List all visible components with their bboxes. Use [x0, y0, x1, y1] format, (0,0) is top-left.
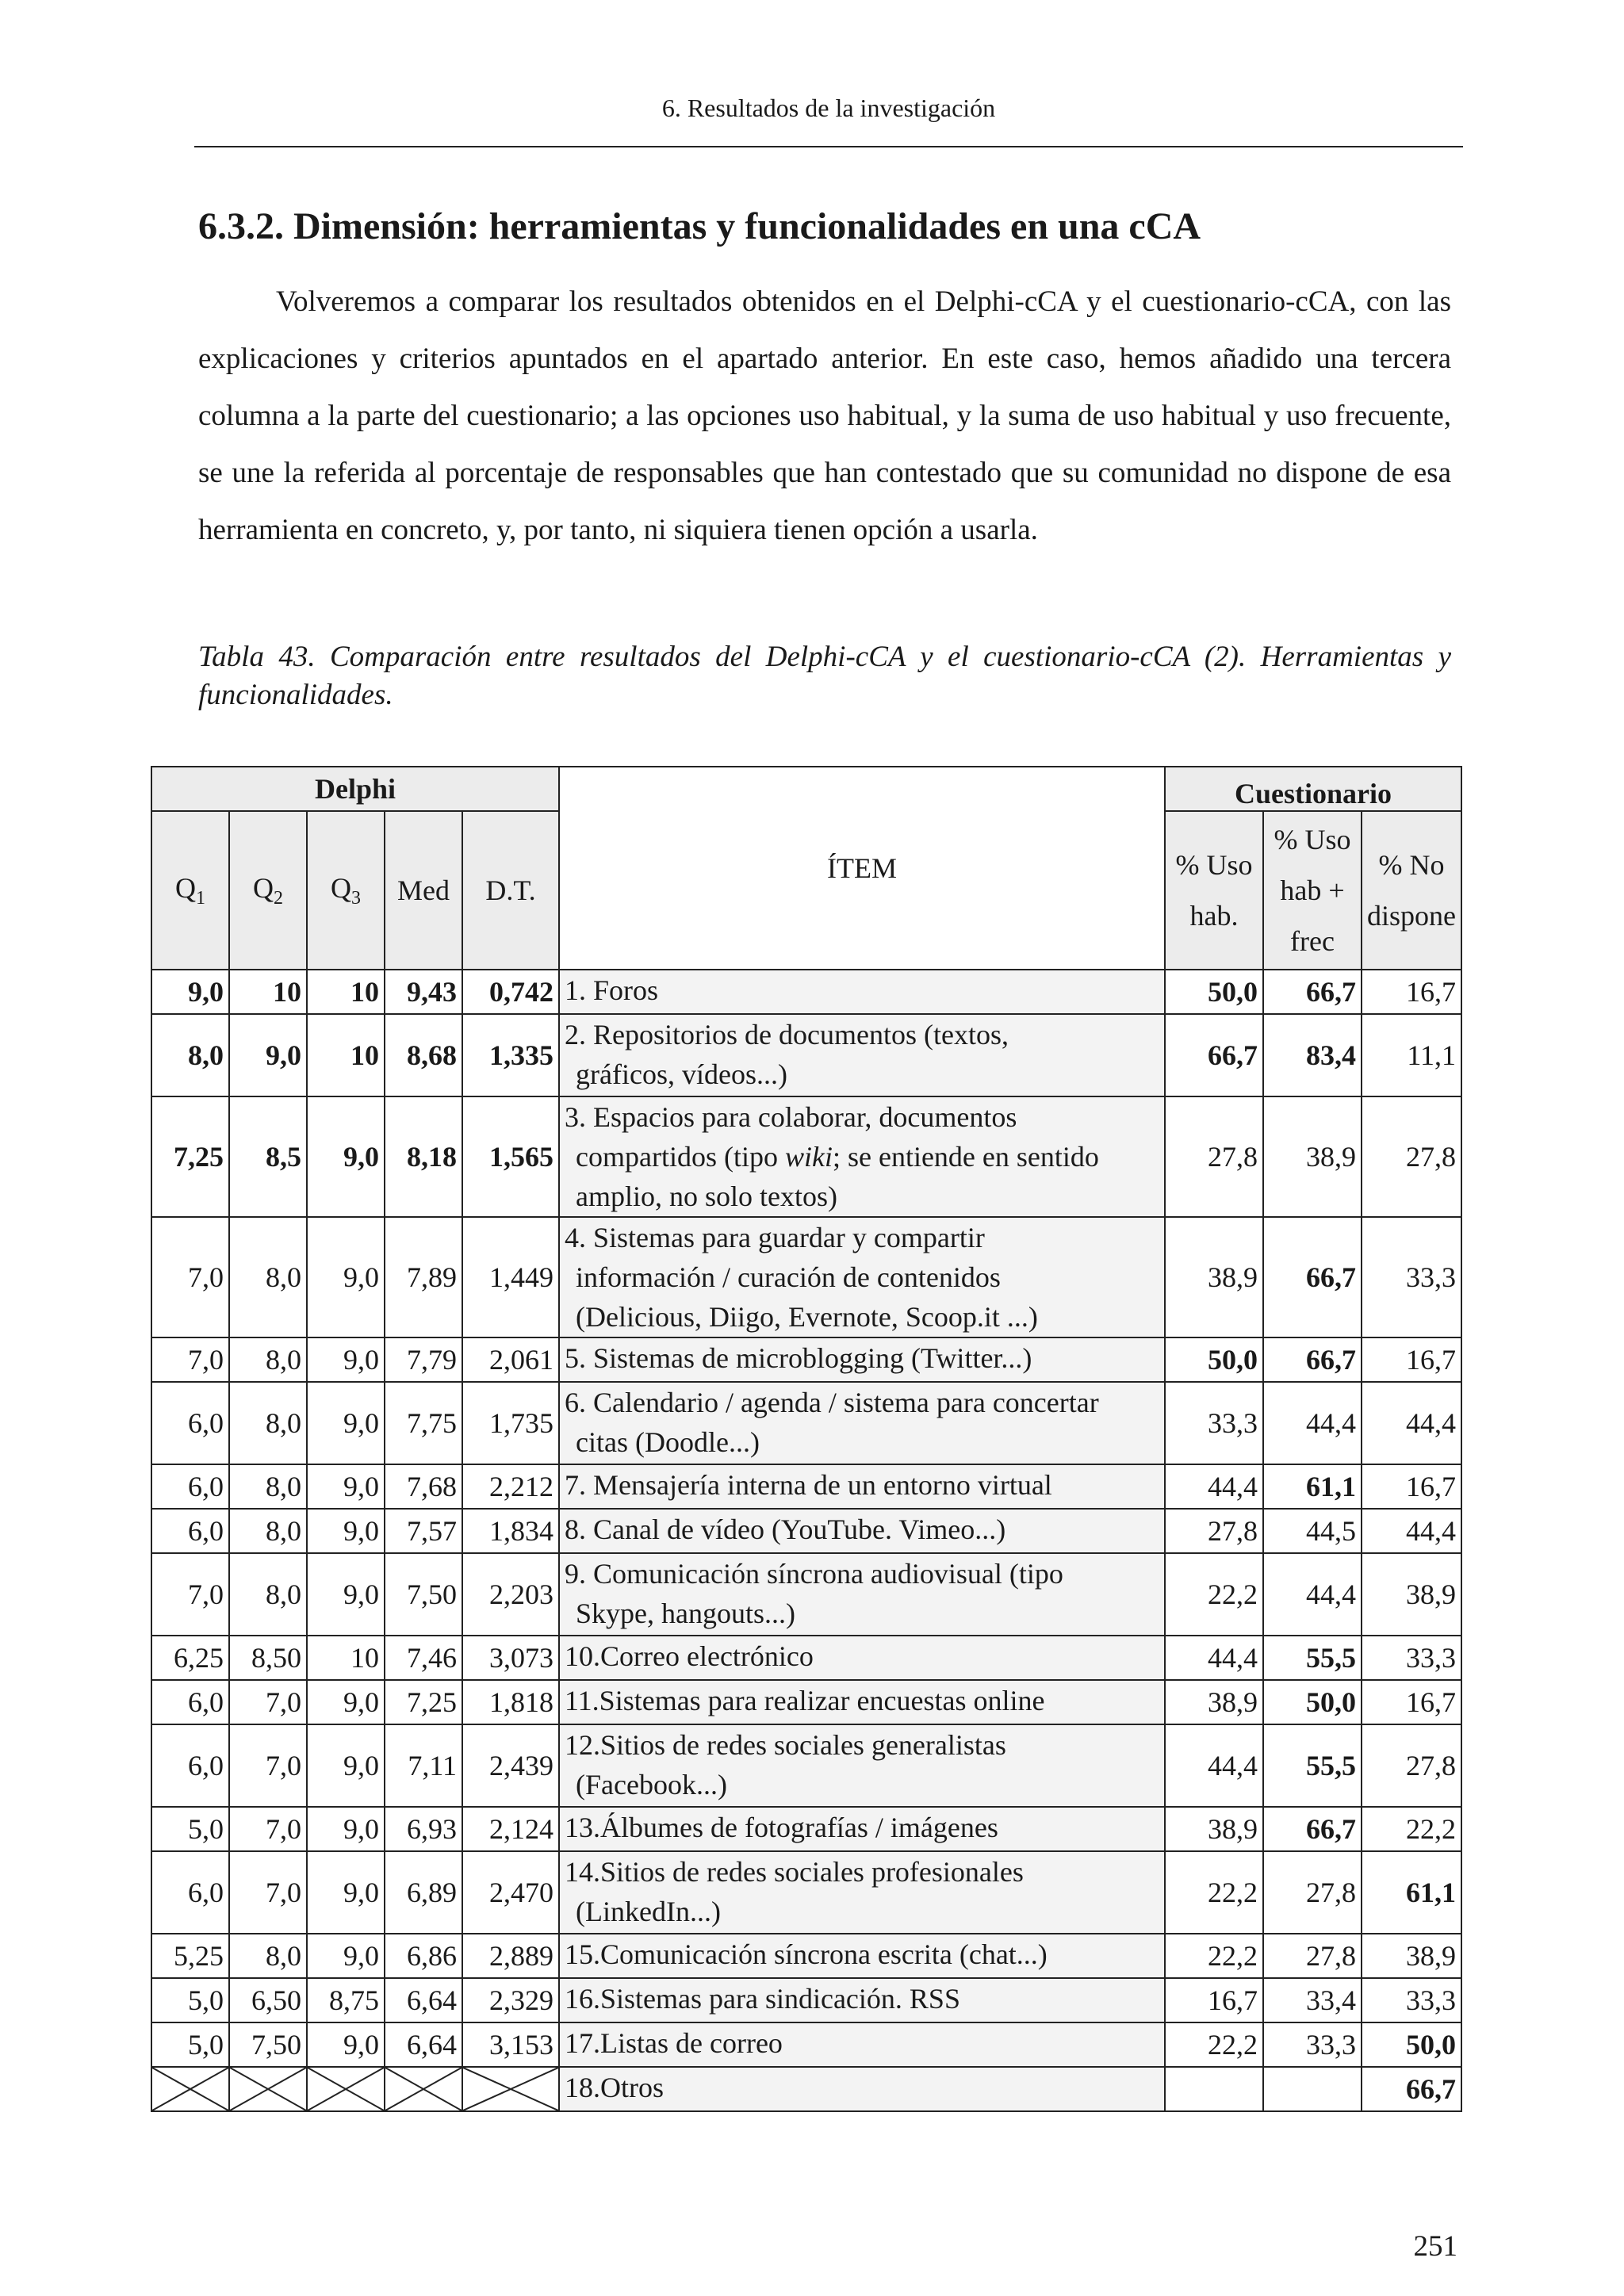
item-line: 13.Álbumes de fotografías / imágenes	[565, 1812, 998, 1843]
cell-uso-hab: 44,4	[1165, 1636, 1263, 1680]
cell-no-dispone: 27,8	[1362, 1724, 1461, 1807]
cell-item	[559, 1553, 1165, 1636]
item-line: gráficos, vídeos...)	[576, 1058, 787, 1090]
header-q2: $Q_2$	[229, 811, 307, 970]
item-line: 7. Mensajería interna de un entorno virtual	[565, 1469, 1052, 1501]
cell-dt: 3,153	[462, 2022, 559, 2067]
cell-dt: 2,203	[462, 1553, 559, 1636]
cell-uso-hab-frec: 44,4	[1263, 1553, 1362, 1636]
section-title: 6.3.2. Dimensión: herramientas y funcionalidades en una cCA	[198, 205, 1201, 247]
cell-med: 7,75	[385, 1382, 462, 1464]
cell-med: 7,46	[385, 1636, 462, 1680]
item-line: 3. Espacios para colaborar, documentos	[565, 1101, 1017, 1133]
item-line: información / curación de contenidos	[576, 1261, 1001, 1293]
cell-uso-hab: 66,7	[1165, 1014, 1263, 1096]
cell-q2: 7,50	[229, 2022, 307, 2067]
cell-uso-hab-frec: 33,4	[1263, 1978, 1362, 2022]
cell-no-dispone: 44,4	[1362, 1382, 1461, 1464]
table-row	[151, 1934, 1461, 1978]
cell-dt: 1,834	[462, 1509, 559, 1553]
cell-item	[559, 1636, 1165, 1680]
cell-q2: 10	[229, 970, 307, 1014]
cell-uso-hab: 27,8	[1165, 1509, 1263, 1553]
table-row	[151, 1096, 1461, 1217]
cell-item	[559, 1096, 1165, 1217]
item-line: 6. Calendario / agenda / sistema para concertar	[565, 1387, 1099, 1418]
table-row	[151, 1724, 1461, 1807]
cell-q1: 6,0	[151, 1509, 229, 1553]
item-line: 14.Sitios de redes sociales profesionales	[565, 1856, 1024, 1888]
table-row	[151, 1680, 1461, 1724]
cell-uso-hab-frec: 66,7	[1263, 1807, 1362, 1851]
header-q3: $Q_3$	[307, 811, 385, 970]
cell-item	[559, 1217, 1165, 1337]
header-delphi: Delphi	[151, 767, 559, 811]
cell-uso-hab-frec	[1263, 2067, 1362, 2111]
table-row	[151, 2022, 1461, 2067]
cell-q3: 9,0	[307, 2022, 385, 2067]
cell-q3: 9,0	[307, 1851, 385, 1934]
cell-med: 8,68	[385, 1014, 462, 1096]
cell-uso-hab: 50,0	[1165, 970, 1263, 1014]
cell-item	[559, 1851, 1165, 1934]
cell-q1: 7,0	[151, 1217, 229, 1337]
cell-item	[559, 970, 1165, 1014]
comparison-table	[151, 766, 1462, 2112]
cell-no-dispone: 16,7	[1362, 1680, 1461, 1724]
cell-q1: 7,0	[151, 1337, 229, 1382]
table-row	[151, 1978, 1461, 2022]
cell-med: 7,11	[385, 1724, 462, 1807]
cell-item	[559, 1807, 1165, 1851]
item-line: 8. Canal de vídeo (YouTube. Vimeo...)	[565, 1513, 1006, 1545]
cell-dt: 1,818	[462, 1680, 559, 1724]
table-row	[151, 2067, 1461, 2111]
cell-q3: 10	[307, 1014, 385, 1096]
header-cuestionario: Cuestionario	[1165, 767, 1461, 811]
empty-cell-q1	[151, 2067, 229, 2111]
cell-q2: 8,0	[229, 1382, 307, 1464]
cell-q2: 8,0	[229, 1464, 307, 1509]
cell-dt: 2,212	[462, 1464, 559, 1509]
table-caption: Tabla 43. Comparación entre resultados del Delphi-cCA y el cuestionario-cCA (2). Herramientas y funcionalidades.	[198, 641, 1451, 711]
cell-med: 7,79	[385, 1337, 462, 1382]
cell-q3: 9,0	[307, 1464, 385, 1509]
cell-no-dispone: 50,0	[1362, 2022, 1461, 2067]
header-rule	[194, 146, 1463, 147]
header-no-dispone: % No dispone	[1362, 811, 1461, 970]
table-row	[151, 1337, 1461, 1382]
table-row	[151, 1851, 1461, 1934]
header-dt: D.T.	[462, 811, 559, 970]
cell-uso-hab: 22,2	[1165, 1851, 1263, 1934]
item-line: compartidos (tipo wiki; se entiende en sentido	[576, 1141, 1099, 1173]
table-row	[151, 1636, 1461, 1680]
cell-q3: 10	[307, 1636, 385, 1680]
cell-item	[559, 1934, 1165, 1978]
cell-dt: 2,061	[462, 1337, 559, 1382]
cell-uso-hab-frec: 44,5	[1263, 1509, 1362, 1553]
cell-q3: 9,0	[307, 1680, 385, 1724]
table-row	[151, 1217, 1461, 1337]
cell-dt: 1,449	[462, 1217, 559, 1337]
page-number: 251	[1413, 2230, 1457, 2263]
cell-q3: 9,0	[307, 1382, 385, 1464]
cell-uso-hab-frec: 50,0	[1263, 1680, 1362, 1724]
cell-uso-hab-frec: 66,7	[1263, 1217, 1362, 1337]
cell-dt: 0,742	[462, 970, 559, 1014]
cell-med: 9,43	[385, 970, 462, 1014]
cell-no-dispone: 11,1	[1362, 1014, 1461, 1096]
cell-q1: 6,0	[151, 1382, 229, 1464]
cell-no-dispone: 38,9	[1362, 1934, 1461, 1978]
cell-q3: 9,0	[307, 1217, 385, 1337]
cell-q2: 7,0	[229, 1851, 307, 1934]
cell-item	[559, 1382, 1165, 1464]
cell-uso-hab: 50,0	[1165, 1337, 1263, 1382]
cell-q1: 6,0	[151, 1851, 229, 1934]
cell-uso-hab: 22,2	[1165, 1553, 1263, 1636]
header-item: ÍTEM	[559, 767, 1165, 970]
cell-no-dispone: 33,3	[1362, 1217, 1461, 1337]
header-q1: $Q_1$	[151, 811, 229, 970]
cell-uso-hab-frec: 33,3	[1263, 2022, 1362, 2067]
cell-item	[559, 1978, 1165, 2022]
item-line: 17.Listas de correo	[565, 2027, 783, 2059]
header-med: Med	[385, 811, 462, 970]
cell-uso-hab-frec: 83,4	[1263, 1014, 1362, 1096]
cell-uso-hab: 44,4	[1165, 1464, 1263, 1509]
cell-dt: 1,565	[462, 1096, 559, 1217]
cell-no-dispone: 61,1	[1362, 1851, 1461, 1934]
cross-mark-icon	[152, 2068, 228, 2110]
cell-no-dispone: 44,4	[1362, 1509, 1461, 1553]
header-uso-hab-frec: % Uso hab + frec	[1263, 811, 1362, 970]
empty-cell-med	[385, 2067, 462, 2111]
cell-no-dispone: 33,3	[1362, 1978, 1461, 2022]
cell-item	[559, 1014, 1165, 1096]
cell-q1: 5,0	[151, 1978, 229, 2022]
cell-q1: 5,0	[151, 1807, 229, 1851]
cell-med: 6,64	[385, 2022, 462, 2067]
cell-item	[559, 2067, 1165, 2111]
cell-q1: 9,0	[151, 970, 229, 1014]
cell-q2: 8,0	[229, 1217, 307, 1337]
cell-uso-hab-frec: 66,7	[1263, 1337, 1362, 1382]
cell-q2: 8,50	[229, 1636, 307, 1680]
cell-q2: 8,5	[229, 1096, 307, 1217]
cell-item	[559, 1509, 1165, 1553]
cell-uso-hab	[1165, 2067, 1263, 2111]
cell-q1: 7,0	[151, 1553, 229, 1636]
cell-uso-hab-frec: 55,5	[1263, 1724, 1362, 1807]
cross-mark-icon	[230, 2068, 306, 2110]
item-line: citas (Doodle...)	[576, 1426, 760, 1458]
cell-dt: 2,470	[462, 1851, 559, 1934]
cell-med: 7,25	[385, 1680, 462, 1724]
cell-med: 7,57	[385, 1509, 462, 1553]
empty-cell-q2	[229, 2067, 307, 2111]
body-paragraph: Volveremos a comparar los resultados obtenidos en el Delphi-cCA y el cuestionario-cCA, con las explicaciones y criterios apuntados en el apartado anterior. En este caso, hemos añadido una tercera columna a la parte del cuestionario; a las opciones uso habitual, y la suma de uso habitual y uso frecuente, se une la referida al porcentaje de responsables que han contestado que su comunidad no dispone de esa herramienta en concreto, y, por tanto, ni siquiera tienen opción a usarla.	[198, 285, 1451, 546]
header-uso-hab: % Uso hab.	[1165, 811, 1263, 970]
cell-uso-hab: 22,2	[1165, 2022, 1263, 2067]
item-line: 10.Correo electrónico	[565, 1640, 814, 1672]
cell-q1: 5,0	[151, 2022, 229, 2067]
item-line: (LinkedIn...)	[576, 1896, 721, 1927]
item-line: (Facebook...)	[576, 1769, 727, 1800]
cell-med: 7,68	[385, 1464, 462, 1509]
table-row	[151, 1553, 1461, 1636]
item-line: 2. Repositorios de documentos (textos,	[565, 1019, 1009, 1050]
cell-q3: 10	[307, 970, 385, 1014]
cell-no-dispone: 33,3	[1362, 1636, 1461, 1680]
cell-dt: 3,073	[462, 1636, 559, 1680]
cell-uso-hab-frec: 55,5	[1263, 1636, 1362, 1680]
cell-uso-hab: 44,4	[1165, 1724, 1263, 1807]
table-row	[151, 1382, 1461, 1464]
cell-no-dispone: 16,7	[1362, 970, 1461, 1014]
cell-q1: 6,25	[151, 1636, 229, 1680]
cell-no-dispone: 22,2	[1362, 1807, 1461, 1851]
cell-med: 7,50	[385, 1553, 462, 1636]
cell-q2: 8,0	[229, 1509, 307, 1553]
cell-uso-hab-frec: 27,8	[1263, 1934, 1362, 1978]
cell-q3: 9,0	[307, 1337, 385, 1382]
cell-uso-hab: 38,9	[1165, 1680, 1263, 1724]
item-line: amplio, no solo textos)	[576, 1181, 837, 1212]
cell-no-dispone: 16,7	[1362, 1464, 1461, 1509]
table-row	[151, 1807, 1461, 1851]
cell-item	[559, 1724, 1165, 1807]
cell-q1: 6,0	[151, 1724, 229, 1807]
cell-q1: 8,0	[151, 1014, 229, 1096]
cell-q2: 6,50	[229, 1978, 307, 2022]
item-line: Skype, hangouts...)	[576, 1598, 795, 1629]
cell-uso-hab-frec: 61,1	[1263, 1464, 1362, 1509]
cell-q2: 8,0	[229, 1934, 307, 1978]
cell-dt: 1,735	[462, 1382, 559, 1464]
cell-uso-hab: 38,9	[1165, 1807, 1263, 1851]
cell-q1: 7,25	[151, 1096, 229, 1217]
cell-q3: 9,0	[307, 1553, 385, 1636]
cell-dt: 2,889	[462, 1934, 559, 1978]
cell-no-dispone: 16,7	[1362, 1337, 1461, 1382]
item-line: 16.Sistemas para sindicación. RSS	[565, 1983, 960, 2015]
cell-uso-hab: 27,8	[1165, 1096, 1263, 1217]
cell-med: 7,89	[385, 1217, 462, 1337]
cell-med: 6,64	[385, 1978, 462, 2022]
cell-no-dispone: 38,9	[1362, 1553, 1461, 1636]
cell-item	[559, 1680, 1165, 1724]
cell-item	[559, 1337, 1165, 1382]
cell-q3: 9,0	[307, 1096, 385, 1217]
cell-q2: 7,0	[229, 1724, 307, 1807]
cell-med: 6,93	[385, 1807, 462, 1851]
table-row	[151, 1509, 1461, 1553]
cell-q3: 9,0	[307, 1807, 385, 1851]
item-line: 12.Sitios de redes sociales generalistas	[565, 1729, 1006, 1761]
cell-dt: 2,329	[462, 1978, 559, 2022]
cell-uso-hab-frec: 27,8	[1263, 1851, 1362, 1934]
table-row	[151, 970, 1461, 1014]
cell-med: 6,89	[385, 1851, 462, 1934]
cell-uso-hab-frec: 66,7	[1263, 970, 1362, 1014]
item-line: 18.Otros	[565, 2072, 665, 2103]
cell-dt: 1,335	[462, 1014, 559, 1096]
cell-q2: 7,0	[229, 1807, 307, 1851]
running-head: 6. Resultados de la investigación	[661, 94, 996, 122]
empty-cell-dt	[462, 2067, 559, 2111]
item-line: 15.Comunicación síncrona escrita (chat...)	[565, 1938, 1048, 1970]
cross-mark-icon	[385, 2068, 462, 2110]
cell-dt: 2,124	[462, 1807, 559, 1851]
item-line: 9. Comunicación síncrona audiovisual (tipo	[565, 1558, 1063, 1590]
cell-uso-hab: 22,2	[1165, 1934, 1263, 1978]
item-line: 1. Foros	[565, 974, 659, 1006]
cell-med: 6,86	[385, 1934, 462, 1978]
cell-q1: 6,0	[151, 1680, 229, 1724]
cross-mark-icon	[308, 2068, 384, 2110]
cell-uso-hab: 16,7	[1165, 1978, 1263, 2022]
cell-med: 8,18	[385, 1096, 462, 1217]
cell-no-dispone: 27,8	[1362, 1096, 1461, 1217]
cell-q2: 8,0	[229, 1337, 307, 1382]
cell-q1: 6,0	[151, 1464, 229, 1509]
cell-item	[559, 2022, 1165, 2067]
cell-q2: 7,0	[229, 1680, 307, 1724]
cell-uso-hab: 33,3	[1165, 1382, 1263, 1464]
cross-mark-icon	[463, 2068, 558, 2110]
cell-uso-hab-frec: 44,4	[1263, 1382, 1362, 1464]
cell-q2: 8,0	[229, 1553, 307, 1636]
cell-q3: 9,0	[307, 1724, 385, 1807]
cell-q3: 9,0	[307, 1934, 385, 1978]
item-line: 5. Sistemas de microblogging (Twitter...)	[565, 1342, 1032, 1374]
empty-cell-q3	[307, 2067, 385, 2111]
cell-q3: 9,0	[307, 1509, 385, 1553]
cell-uso-hab: 38,9	[1165, 1217, 1263, 1337]
cell-q2: 9,0	[229, 1014, 307, 1096]
item-line: 11.Sistemas para realizar encuestas online	[565, 1685, 1045, 1716]
table-row	[151, 1464, 1461, 1509]
item-line: 4. Sistemas para guardar y compartir	[565, 1222, 985, 1253]
cell-q3: 8,75	[307, 1978, 385, 2022]
cell-item	[559, 1464, 1165, 1509]
item-line: (Delicious, Diigo, Evernote, Scoop.it ...)	[576, 1301, 1038, 1333]
cell-dt: 2,439	[462, 1724, 559, 1807]
cell-uso-hab-frec: 38,9	[1263, 1096, 1362, 1217]
cell-no-dispone: 66,7	[1362, 2067, 1461, 2111]
cell-q1: 5,25	[151, 1934, 229, 1978]
table-row	[151, 1014, 1461, 1096]
